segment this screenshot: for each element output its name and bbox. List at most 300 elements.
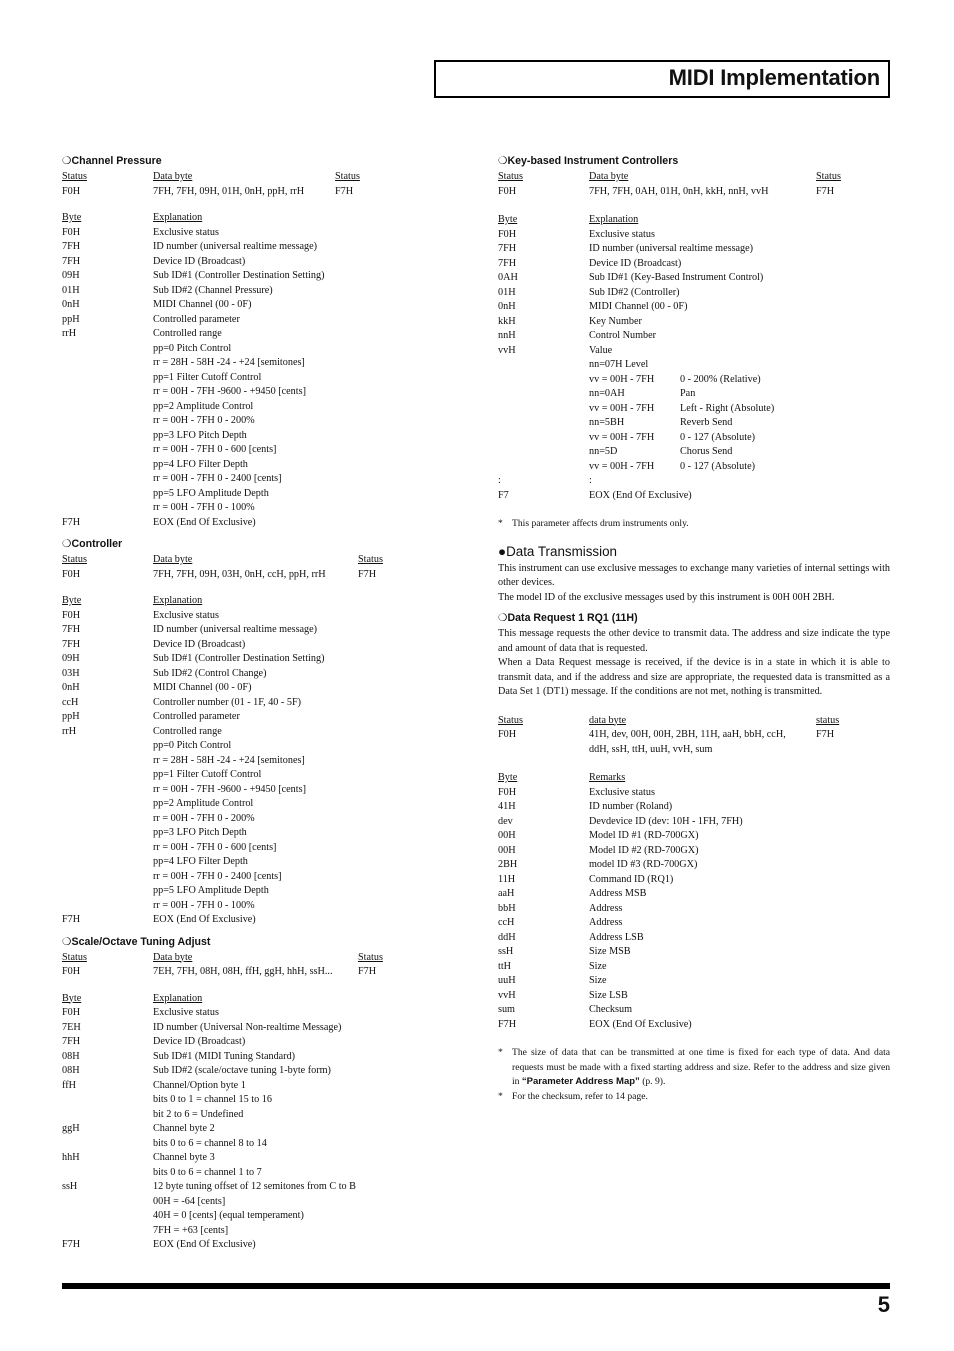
explanation-cell: Sub ID#1 (Controller Destination Setting) xyxy=(153,270,325,281)
byte-cell: F7H xyxy=(62,914,81,925)
table-row xyxy=(62,342,402,357)
byte-cell xyxy=(62,1166,153,1181)
byte-cell: 08H xyxy=(62,1050,80,1062)
section-heading-controller: ❍Controller xyxy=(62,538,123,550)
table-row xyxy=(498,858,890,873)
explanation-cell: pp=2 Amplitude Control xyxy=(153,400,254,412)
table-row xyxy=(62,841,402,856)
explanation-cell: Device ID (Broadcast) xyxy=(153,1036,246,1047)
table-row xyxy=(62,458,402,473)
explanation-cell: model ID #3 (RD-700GX) xyxy=(589,859,698,870)
byte-cell: ddH xyxy=(498,931,516,943)
explanation-cell: Key Number xyxy=(589,315,642,327)
table-row xyxy=(62,255,402,270)
byte-cell xyxy=(62,768,153,783)
value-row xyxy=(498,373,890,388)
table-row xyxy=(62,1137,402,1152)
ring-bullet-icon: ❍ xyxy=(498,155,508,167)
byte-cell xyxy=(62,1108,153,1123)
explanation-cell: Size xyxy=(589,960,607,972)
explanation-cell: Exclusive status xyxy=(589,786,655,798)
explanation-cell: ID number (universal realtime message) xyxy=(589,243,754,254)
explanation-cell: Value xyxy=(589,344,613,356)
status-header-row: Status data byte status xyxy=(498,714,840,726)
paragraph: This instrument can use exclusive messages to exchange many varieties of internal settings with other devices. xyxy=(498,562,890,588)
byte-cell: ppH xyxy=(62,313,80,325)
explanation-cell: Command ID (RQ1) xyxy=(589,873,674,885)
table-row xyxy=(62,884,402,899)
value-key-cell: nn=07H Level xyxy=(589,359,649,370)
footnote: * For the checksum, refer to 14 page. xyxy=(498,1090,648,1102)
byte-cell: 0AH xyxy=(498,272,518,283)
value-desc-cell: 0 - 127 (Absolute) xyxy=(680,460,755,472)
value-row xyxy=(498,445,890,460)
byte-cell: vvH xyxy=(498,989,516,1001)
left-column xyxy=(62,152,402,1253)
table-row xyxy=(62,1035,402,1050)
table-row: F7 EOX (End Of Exclusive) xyxy=(498,489,692,501)
table-row xyxy=(62,356,402,371)
controller-table xyxy=(62,609,402,928)
explanation-cell: 00H = -64 [cents] xyxy=(153,1195,226,1207)
scale-tuning-table xyxy=(62,1006,402,1253)
explanation-cell: Controlled range xyxy=(153,725,222,737)
explanation-cell: Model ID #1 (RD-700GX) xyxy=(589,830,699,841)
byte-cell: ttH xyxy=(498,960,512,972)
key-based-table xyxy=(498,228,890,359)
byte-cell: ccH xyxy=(498,917,515,928)
table-row xyxy=(62,1151,402,1166)
byte-cell: sum xyxy=(498,1004,515,1015)
explanation-cell: pp=0 Pitch Control xyxy=(153,740,232,751)
table-row xyxy=(62,652,402,667)
explanation-cell: MIDI Channel (00 - 0F) xyxy=(589,301,688,312)
value-desc-cell: 0 - 200% (Relative) xyxy=(680,373,761,385)
table-row xyxy=(62,754,402,769)
byte-cell: 7FH xyxy=(62,624,81,635)
table-row xyxy=(498,989,890,1004)
explanation-cell: Device ID (Broadcast) xyxy=(589,257,682,269)
explanation-cell: Address LSB xyxy=(589,931,644,943)
table-row xyxy=(62,298,402,313)
byte-cell xyxy=(62,841,153,856)
table-row xyxy=(62,1209,402,1224)
paragraph: This message requests the other device to transmit data. The address and size indicate the type and amount of data that is requested. xyxy=(498,628,890,654)
byte-header-row: Byte Remarks xyxy=(498,772,626,783)
byte-cell: ffH xyxy=(62,1079,76,1091)
explanation-cell: pp=4 LFO Filter Depth xyxy=(153,856,248,867)
table-row xyxy=(62,240,402,255)
status-value-row: F0H 7FH, 7FH, 09H, 01H, 0nH, ppH, rrH F7H xyxy=(62,185,354,197)
footnote: * This parameter affects drum instruments only. xyxy=(498,518,689,529)
byte-cell: aaH xyxy=(498,888,515,899)
table-row xyxy=(62,284,402,299)
table-row xyxy=(62,1224,402,1239)
byte-cell: 7FH xyxy=(498,243,517,254)
explanation-cell: Model ID #2 (RD-700GX) xyxy=(589,844,699,856)
byte-cell: 00H xyxy=(498,830,516,841)
header-title-box xyxy=(434,60,890,98)
explanation-cell: rr = 00H - 7FH 0 - 600 [cents] xyxy=(153,444,277,455)
cross-reference-link: “Parameter Address Map” xyxy=(521,1076,640,1087)
byte-cell: 7FH xyxy=(498,257,517,269)
channel-pressure-table xyxy=(62,226,402,531)
table-row xyxy=(62,472,402,487)
explanation-cell: Device ID (Broadcast) xyxy=(153,255,246,267)
byte-cell: F0H xyxy=(62,226,81,238)
value-row xyxy=(498,402,890,417)
byte-cell: 11H xyxy=(498,873,516,885)
table-row xyxy=(498,786,890,801)
table-row xyxy=(62,870,402,885)
table-row xyxy=(62,371,402,386)
byte-cell xyxy=(62,487,153,502)
value-row xyxy=(498,387,890,402)
byte-cell xyxy=(62,1209,153,1224)
explanation-cell: rr = 00H - 7FH -9600 - +9450 [cents] xyxy=(153,386,306,397)
byte-cell: 08H xyxy=(62,1065,80,1076)
byte-header-row: Byte Explanation xyxy=(62,212,203,223)
explanation-cell: Sub ID#1 (Controller Destination Setting) xyxy=(153,653,325,664)
byte-cell xyxy=(62,754,153,769)
explanation-cell: Controller number (01 - 1F, 40 - 5F) xyxy=(153,696,302,708)
explanation-cell: MIDI Channel (00 - 0F) xyxy=(153,299,252,310)
explanation-cell: Sub ID#1 (MIDI Tuning Standard) xyxy=(153,1050,296,1062)
ring-bullet-icon: ❍ xyxy=(62,155,72,167)
byte-cell xyxy=(62,1195,153,1210)
ring-bullet-icon: ❍ xyxy=(62,538,72,550)
byte-cell: hhH xyxy=(62,1152,80,1163)
byte-cell: ppH xyxy=(62,711,80,722)
byte-cell xyxy=(62,1093,153,1108)
byte-header-row: Byte Explanation xyxy=(62,992,203,1004)
explanation-cell: rr = 28H - 58H -24 - +24 [semitones] xyxy=(153,754,305,766)
table-row xyxy=(498,916,890,931)
byte-cell: 7FH xyxy=(62,1036,81,1047)
table-row xyxy=(62,739,402,754)
byte-cell: F7H xyxy=(498,1018,517,1030)
value-row xyxy=(498,416,890,431)
explanation-cell: Checksum xyxy=(589,1004,633,1015)
explanation-cell: MIDI Channel (00 - 0F) xyxy=(153,682,252,693)
table-row xyxy=(62,1093,402,1108)
status-header-row: Status Data byte Status xyxy=(62,554,383,565)
explanation-cell: Exclusive status xyxy=(153,609,219,621)
explanation-cell: Size xyxy=(589,975,607,986)
status-value-row: F0H 7FH, 7FH, 09H, 03H, 0nH, ccH, ppH, rrH F7H xyxy=(62,568,377,580)
table-row xyxy=(62,710,402,725)
table-row xyxy=(62,226,402,241)
byte-cell xyxy=(62,884,153,899)
table-row xyxy=(62,1122,402,1137)
value-desc-cell: Left - Right (Absolute) xyxy=(680,402,775,414)
table-row xyxy=(62,623,402,638)
byte-cell: dev xyxy=(498,815,513,827)
table-row xyxy=(62,414,402,429)
explanation-cell: Control Number xyxy=(589,330,657,341)
byte-cell: 01H xyxy=(62,284,80,296)
table-row xyxy=(62,681,402,696)
explanation-cell: pp=3 LFO Pitch Depth xyxy=(153,429,247,441)
table-row xyxy=(62,812,402,827)
paragraph: When a Data Request message is received, if the device is in a state in which it is able to transmit data, and if the address and size are appropriate, the requested data is transmitted as a Data Set 1 (DT1) message. If the conditions are not met, nothing is transmitted. xyxy=(498,657,890,697)
byte-cell xyxy=(62,356,153,371)
byte-cell: F0H xyxy=(62,609,81,621)
byte-cell: kkH xyxy=(498,315,516,327)
table-row xyxy=(62,385,402,400)
table-row xyxy=(62,1166,402,1181)
explanation-cell: pp=0 Pitch Control xyxy=(153,342,232,354)
table-row xyxy=(62,327,402,342)
byte-cell: 7EH xyxy=(62,1021,81,1033)
section-heading-data-transmission: ●Data Transmission xyxy=(498,543,617,559)
table-row xyxy=(498,315,890,330)
explanation-cell: rr = 00H - 7FH 0 - 2400 [cents] xyxy=(153,473,282,484)
byte-cell: 0nH xyxy=(498,301,516,312)
byte-cell xyxy=(62,855,153,870)
status-value-row: ddH, ssH, ttH, uuH, vvH, sum xyxy=(589,743,713,755)
byte-cell: F7H xyxy=(62,1239,81,1250)
byte-cell: F0H xyxy=(498,228,517,240)
explanation-cell: Sub ID#1 (Key-Based Instrument Control) xyxy=(589,272,764,283)
byte-cell: nnH xyxy=(498,330,516,341)
explanation-cell: Channel/Option byte 1 xyxy=(153,1079,246,1091)
explanation-cell: pp=5 LFO Amplitude Depth xyxy=(153,487,269,499)
table-row xyxy=(62,609,402,624)
explanation-cell: rr = 00H - 7FH 0 - 200% xyxy=(153,415,255,426)
byte-cell: rrH xyxy=(62,328,77,339)
byte-header-row: Byte Explanation xyxy=(62,595,203,606)
status-value-row: F0H 7FH, 7FH, 0AH, 01H, 0nH, kkH, nnH, vvH F7H xyxy=(498,185,835,197)
byte-cell: 0nH xyxy=(62,299,80,310)
explanation-cell: Controlled parameter xyxy=(153,313,240,325)
byte-cell: 03H xyxy=(62,667,80,679)
table-row xyxy=(498,960,890,975)
explanation-cell: Address xyxy=(589,917,623,928)
value-desc-cell: Reverb Send xyxy=(680,417,733,428)
explanation-cell: Controlled range xyxy=(153,328,222,339)
explanation-cell: ID number (universal realtime message) xyxy=(153,241,318,252)
explanation-cell: ID number (universal realtime message) xyxy=(153,624,318,635)
value-desc-cell: Pan xyxy=(680,388,696,399)
value-key-cell: nn=0AH xyxy=(589,388,625,399)
byte-cell: 09H xyxy=(62,270,80,281)
byte-cell xyxy=(62,783,153,798)
table-row xyxy=(62,638,402,653)
table-row xyxy=(62,429,402,444)
byte-cell xyxy=(62,400,153,415)
table-row xyxy=(62,855,402,870)
explanation-cell: Exclusive status xyxy=(153,226,219,238)
table-row xyxy=(498,344,890,359)
byte-cell: vvH xyxy=(498,344,516,356)
value-key-cell: nn=5BH xyxy=(589,417,625,428)
byte-header-row: Byte Explanation xyxy=(498,214,639,225)
table-row xyxy=(498,844,890,859)
byte-cell: ssH xyxy=(62,1181,78,1192)
explanation-cell: pp=1 Filter Cutoff Control xyxy=(153,769,262,780)
explanation-cell: Address xyxy=(589,902,623,914)
explanation-cell: EOX (End Of Exclusive) xyxy=(589,1018,692,1030)
byte-cell: uuH xyxy=(498,975,516,986)
table-row xyxy=(498,887,890,902)
table-row xyxy=(498,286,890,301)
table-row xyxy=(498,242,890,257)
table-row: : : xyxy=(498,475,592,486)
byte-cell xyxy=(62,385,153,400)
ring-bullet-icon: ❍ xyxy=(62,935,72,948)
table-row xyxy=(498,300,890,315)
explanation-cell: Sub ID#2 (scale/octave tuning 1-byte form) xyxy=(153,1065,331,1076)
byte-cell xyxy=(62,443,153,458)
footer-rule xyxy=(62,1283,890,1289)
explanation-cell: Controlled parameter xyxy=(153,711,240,722)
explanation-cell: Devdevice ID (dev: 10H - 1FH, 7FH) xyxy=(589,815,743,827)
explanation-cell: rr = 00H - 7FH 0 - 600 [cents] xyxy=(153,841,277,853)
explanation-cell: rr = 00H - 7FH 0 - 200% xyxy=(153,812,255,824)
byte-cell xyxy=(62,429,153,444)
value-row xyxy=(498,358,890,373)
byte-cell xyxy=(62,812,153,827)
value-key-cell: vv = 00H - 7FH xyxy=(589,431,655,443)
byte-cell: F0H xyxy=(498,786,517,798)
table-row xyxy=(62,269,402,284)
explanation-cell: pp=1 Filter Cutoff Control xyxy=(153,371,262,383)
explanation-cell: Device ID (Broadcast) xyxy=(153,638,246,650)
table-row xyxy=(498,257,890,272)
byte-cell: rrH xyxy=(62,725,77,737)
value-desc-cell: 0 - 127 (Absolute) xyxy=(680,431,755,443)
section-heading-channel-pressure: ❍Channel Pressure xyxy=(62,155,162,167)
byte-cell xyxy=(62,371,153,386)
table-row xyxy=(62,899,402,914)
explanation-cell: EOX (End Of Exclusive) xyxy=(153,1239,256,1250)
byte-cell xyxy=(62,870,153,885)
explanation-cell: ID number (Universal Non-realtime Message) xyxy=(153,1021,342,1033)
table-row xyxy=(62,667,402,682)
table-row xyxy=(62,1180,402,1195)
value-key-cell: vv = 00H - 7FH xyxy=(589,460,655,472)
status-value-row: F0H 41H, dev, 00H, 00H, 2BH, 11H, aaH, bbH, ccH, F7H xyxy=(498,729,835,740)
byte-cell xyxy=(62,342,153,357)
explanation-cell: Size LSB xyxy=(589,989,628,1001)
byte-cell xyxy=(62,1137,153,1152)
byte-cell: 7FH xyxy=(62,241,81,252)
byte-cell: 41H xyxy=(498,801,516,812)
explanation-cell: Size MSB xyxy=(589,946,631,957)
explanation-cell: bits 0 to 1 = channel 15 to 16 xyxy=(153,1094,272,1105)
value-key-cell: vv = 00H - 7FH xyxy=(589,373,655,385)
table-row xyxy=(62,1006,402,1021)
table-row xyxy=(62,1238,402,1253)
table-row xyxy=(62,1079,402,1094)
paragraph: The model ID of the exclusive messages used by this instrument is 00H 00H 2BH. xyxy=(498,591,835,603)
explanation-cell: 7FH = +63 [cents] xyxy=(153,1224,229,1236)
table-row xyxy=(498,974,890,989)
table-row xyxy=(62,443,402,458)
byte-cell xyxy=(62,797,153,812)
explanation-cell: bits 0 to 6 = channel 1 to 7 xyxy=(153,1166,262,1178)
table-row xyxy=(62,725,402,740)
ring-bullet-icon: ❍ xyxy=(498,612,508,624)
explanation-cell: 12 byte tuning offset of 12 semitones from C to B xyxy=(153,1181,356,1192)
byte-cell xyxy=(62,414,153,429)
table-row xyxy=(62,1021,402,1036)
explanation-cell: Channel byte 3 xyxy=(153,1152,215,1163)
explanation-cell: pp=2 Amplitude Control xyxy=(153,798,254,809)
table-row xyxy=(62,400,402,415)
byte-cell xyxy=(62,1224,153,1239)
explanation-cell: Address MSB xyxy=(589,888,647,899)
table-row xyxy=(498,945,890,960)
byte-cell xyxy=(62,458,153,473)
value-row xyxy=(498,460,890,475)
explanation-cell: EOX (End Of Exclusive) xyxy=(153,516,256,528)
table-row xyxy=(62,1050,402,1065)
explanation-cell: EOX (End Of Exclusive) xyxy=(153,914,256,925)
value-row xyxy=(498,431,890,446)
explanation-cell: bit 2 to 6 = Undefined xyxy=(153,1108,244,1120)
byte-cell: 09H xyxy=(62,653,80,664)
table-row xyxy=(498,1003,890,1018)
status-header-row: Status Data byte Status xyxy=(62,951,383,963)
byte-cell xyxy=(62,739,153,754)
byte-cell xyxy=(62,501,153,516)
right-column xyxy=(498,152,890,1104)
status-header-row: Status Data byte Status xyxy=(498,171,841,182)
table-row xyxy=(62,516,402,531)
footnote: * The size of data that can be transmitted at one time is fixed for each type of data. And data requests must be made with a fixed starting address and size. Refer to the address and size given in “Parameter Address Map” (p. 9). xyxy=(498,1047,890,1087)
status-value-row: F0H 7EH, 7FH, 08H, 08H, ffH, ggH, hhH, ssH... F7H xyxy=(62,966,377,977)
byte-cell: 7FH xyxy=(62,255,81,267)
explanation-cell: Sub ID#2 (Control Change) xyxy=(153,667,267,679)
table-row xyxy=(62,313,402,328)
rq1-table xyxy=(498,786,890,1033)
byte-cell: 0nH xyxy=(62,682,80,693)
section-heading-scale-tuning: ❍Scale/Octave Tuning Adjust xyxy=(62,935,211,948)
explanation-cell: rr = 00H - 7FH 0 - 100% xyxy=(153,899,255,911)
table-row xyxy=(498,800,890,815)
table-row xyxy=(62,501,402,516)
byte-cell: 7FH xyxy=(62,638,81,650)
table-row xyxy=(498,829,890,844)
key-based-value-table xyxy=(498,358,890,474)
table-row xyxy=(62,1064,402,1079)
table-row xyxy=(62,1195,402,1210)
table-row xyxy=(498,228,890,243)
explanation-cell: Exclusive status xyxy=(589,228,655,240)
table-row xyxy=(498,271,890,286)
table-row xyxy=(498,902,890,917)
byte-cell: ssH xyxy=(498,946,514,957)
filled-circle-bullet-icon: ● xyxy=(498,543,507,559)
page-number: 5 xyxy=(877,1292,890,1317)
value-key-cell: nn=5D xyxy=(589,446,618,457)
explanation-cell: rr = 00H - 7FH -9600 - +9450 [cents] xyxy=(153,783,306,795)
explanation-cell: Exclusive status xyxy=(153,1007,219,1018)
explanation-cell: Channel byte 2 xyxy=(153,1123,215,1134)
explanation-cell: rr = 28H - 58H -24 - +24 [semitones] xyxy=(153,357,305,368)
byte-cell: F7H xyxy=(62,516,81,528)
explanation-cell: pp=5 LFO Amplitude Depth xyxy=(153,885,269,896)
explanation-cell: Sub ID#2 (Controller) xyxy=(589,286,680,298)
explanation-cell: rr = 00H - 7FH 0 - 100% xyxy=(153,502,255,513)
value-desc-cell: Chorus Send xyxy=(680,446,733,457)
table-row xyxy=(62,768,402,783)
table-row xyxy=(498,873,890,888)
table-row xyxy=(62,797,402,812)
byte-cell: ccH xyxy=(62,696,79,708)
